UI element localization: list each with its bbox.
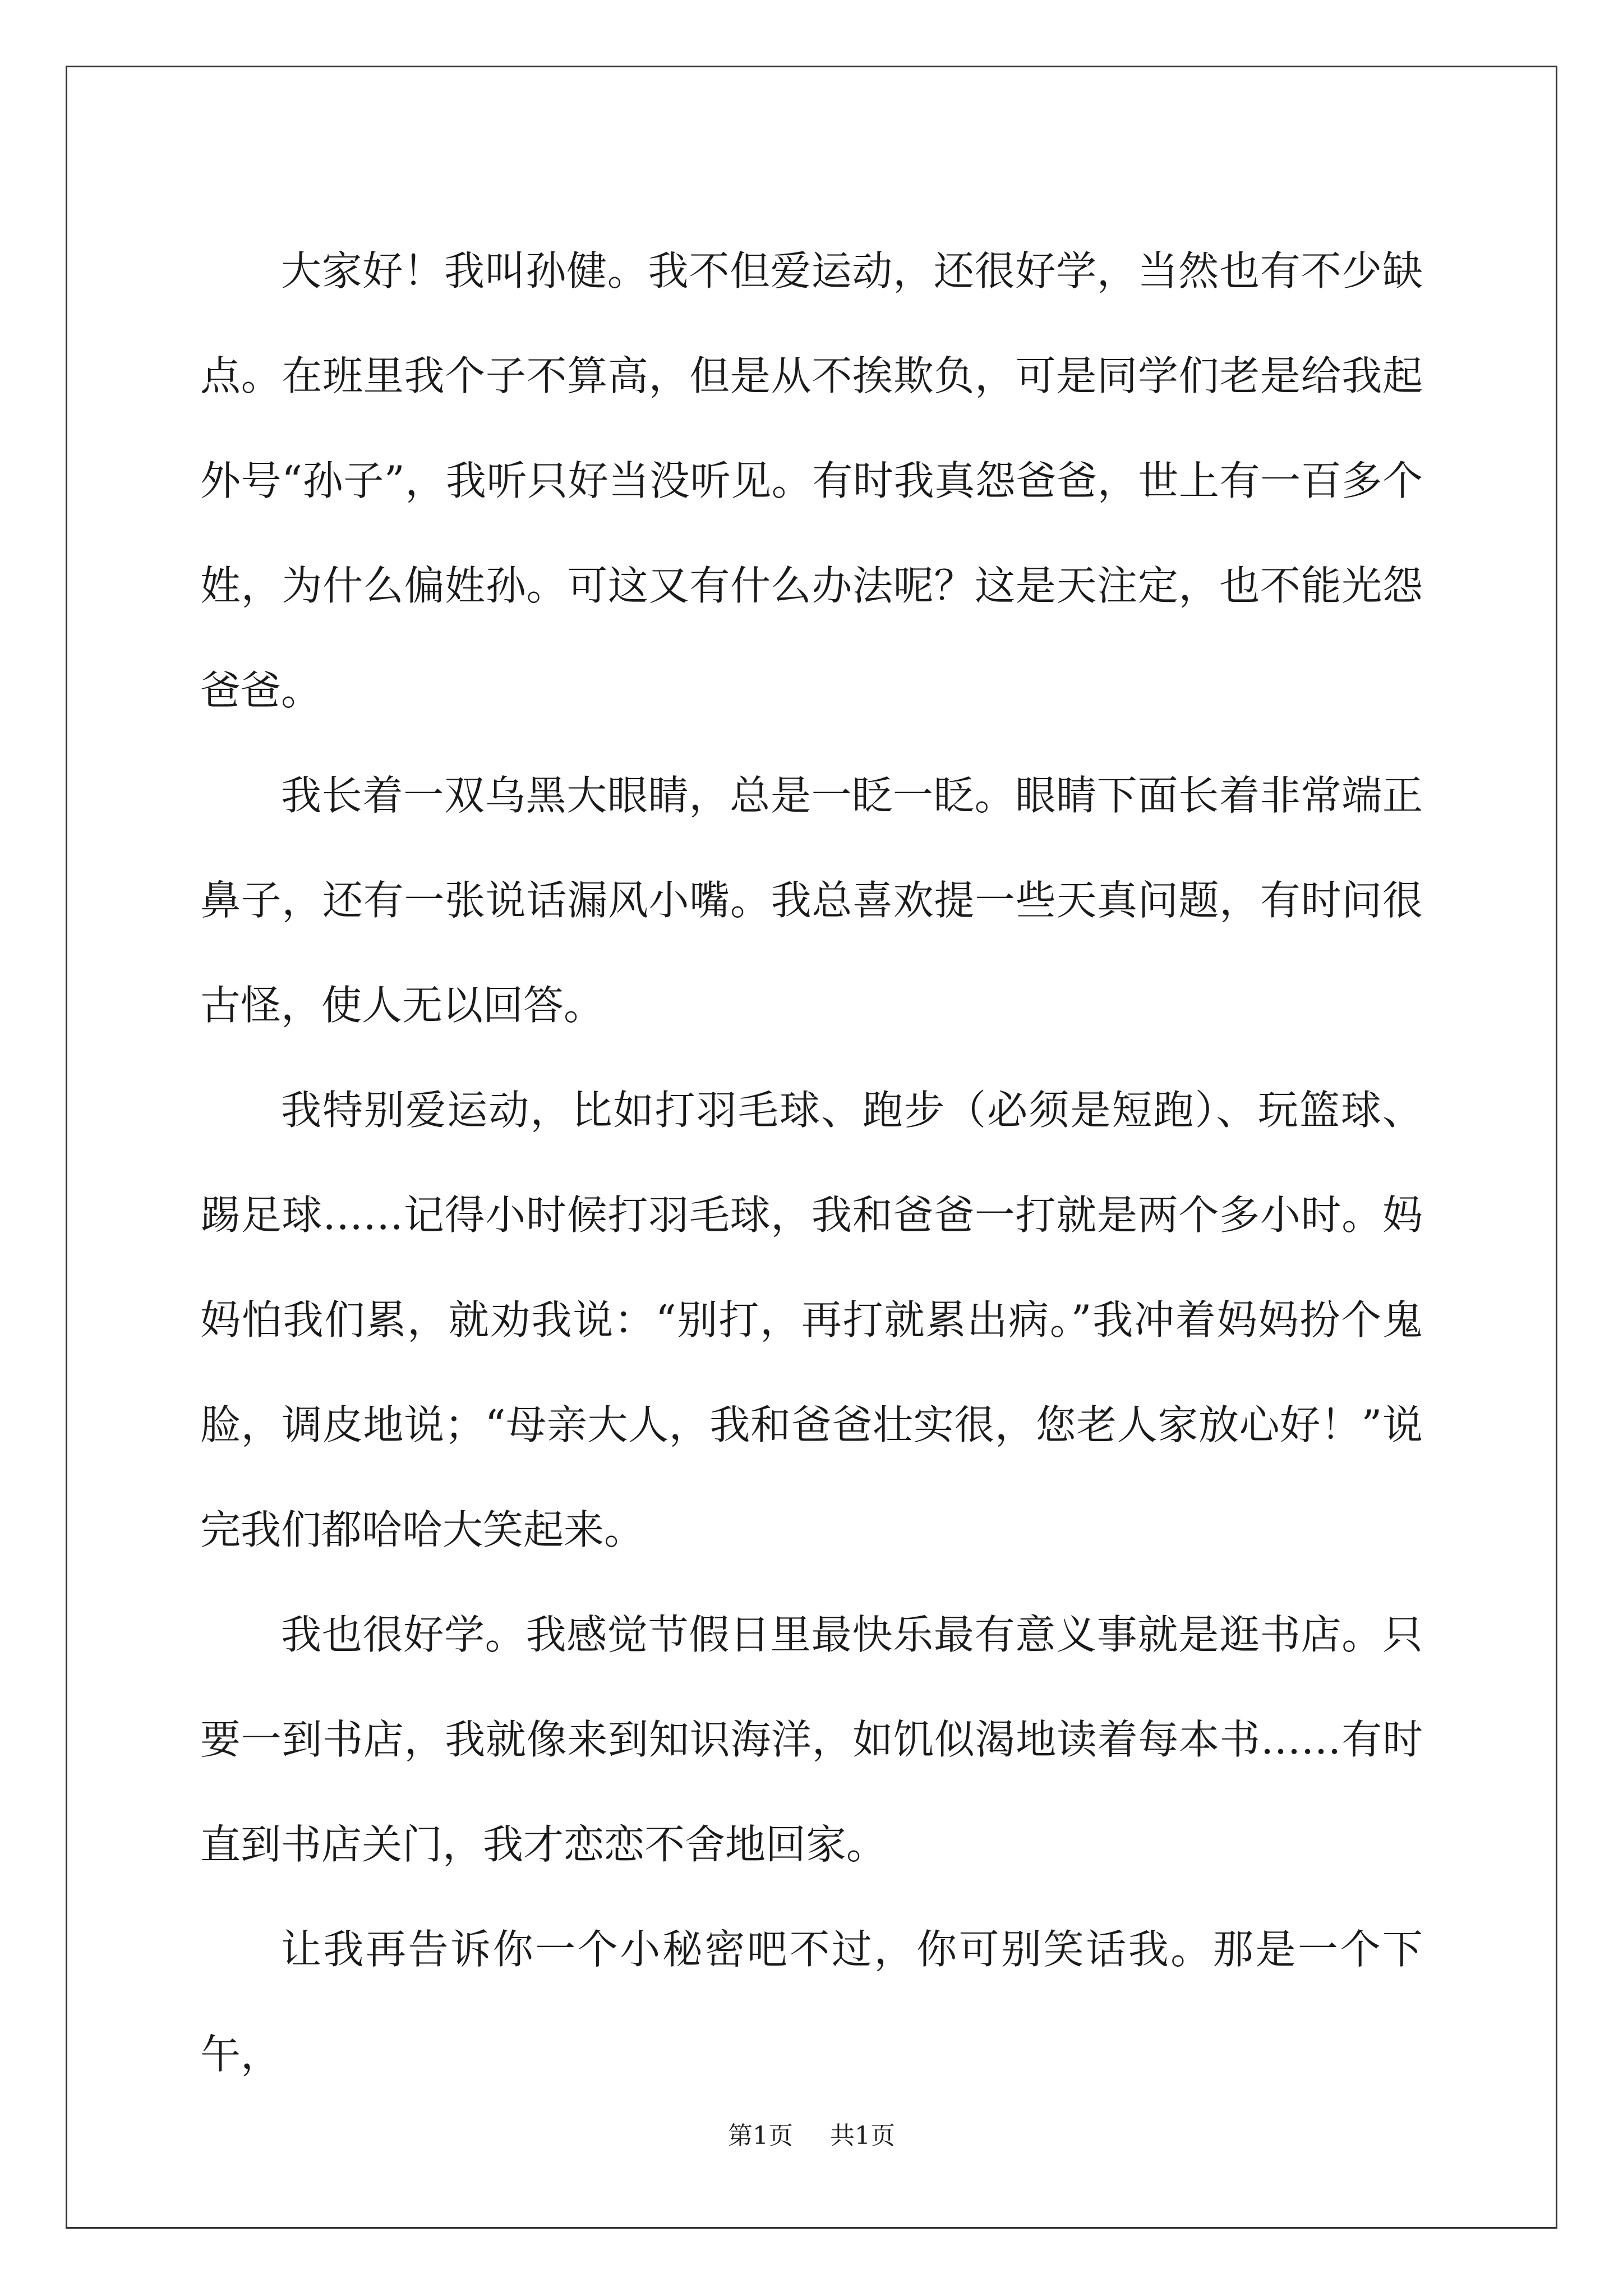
paragraph-appearance: 我长着一双乌黑大眼睛，总是一眨一眨。眼睛下面长着非常端正鼻子，还有一张说话漏风小嘴。我总喜欢提一些天真问题，有时问很古怪，使人无以回答。 bbox=[200, 772, 1423, 1029]
page-total: 共1页 bbox=[830, 2122, 895, 2150]
paragraph-study: 我也很好学。我感觉节假日里最快乐最有意义事就是逛书店。只要一到书店，我就像来到知识海洋，如饥似渴地读着每本书……有时直到书店关门，我才恋恋不舍地回家。 bbox=[200, 1611, 1423, 1868]
page-number: 第1页 bbox=[728, 2122, 793, 2150]
page-footer bbox=[0, 2119, 1623, 2153]
document-body bbox=[200, 219, 1423, 2107]
paragraph-intro: 大家好！我叫孙健。我不但爱运动，还很好学，当然也有不少缺点。在班里我个子不算高，但是从不挨欺负，可是同学们老是给我起外号“孙子”，我听只好当没听见。有时我真怨爸爸，世上有一百多个姓，为什么偏姓孙。可这又有什么办法呢？这是天注定，也不能光怨爸爸。 bbox=[200, 247, 1423, 714]
paragraph-secret: 让我再告诉你一个小秘密吧不过，你可别笑话我。那是一个下午， bbox=[200, 1926, 1423, 2078]
paragraph-sports: 我特别爱运动，比如打羽毛球、跑步（必须是短跑）、玩篮球、踢足球……记得小时候打羽毛球，我和爸爸一打就是两个多小时。妈妈怕我们累，就劝我说：“别打，再打就累出病。”我冲着妈妈扮个鬼脸，调皮地说；“母亲大人，我和爸爸壮实很，您老人家放心好！”说完我们都哈哈大笑起来。 bbox=[200, 1087, 1423, 1553]
